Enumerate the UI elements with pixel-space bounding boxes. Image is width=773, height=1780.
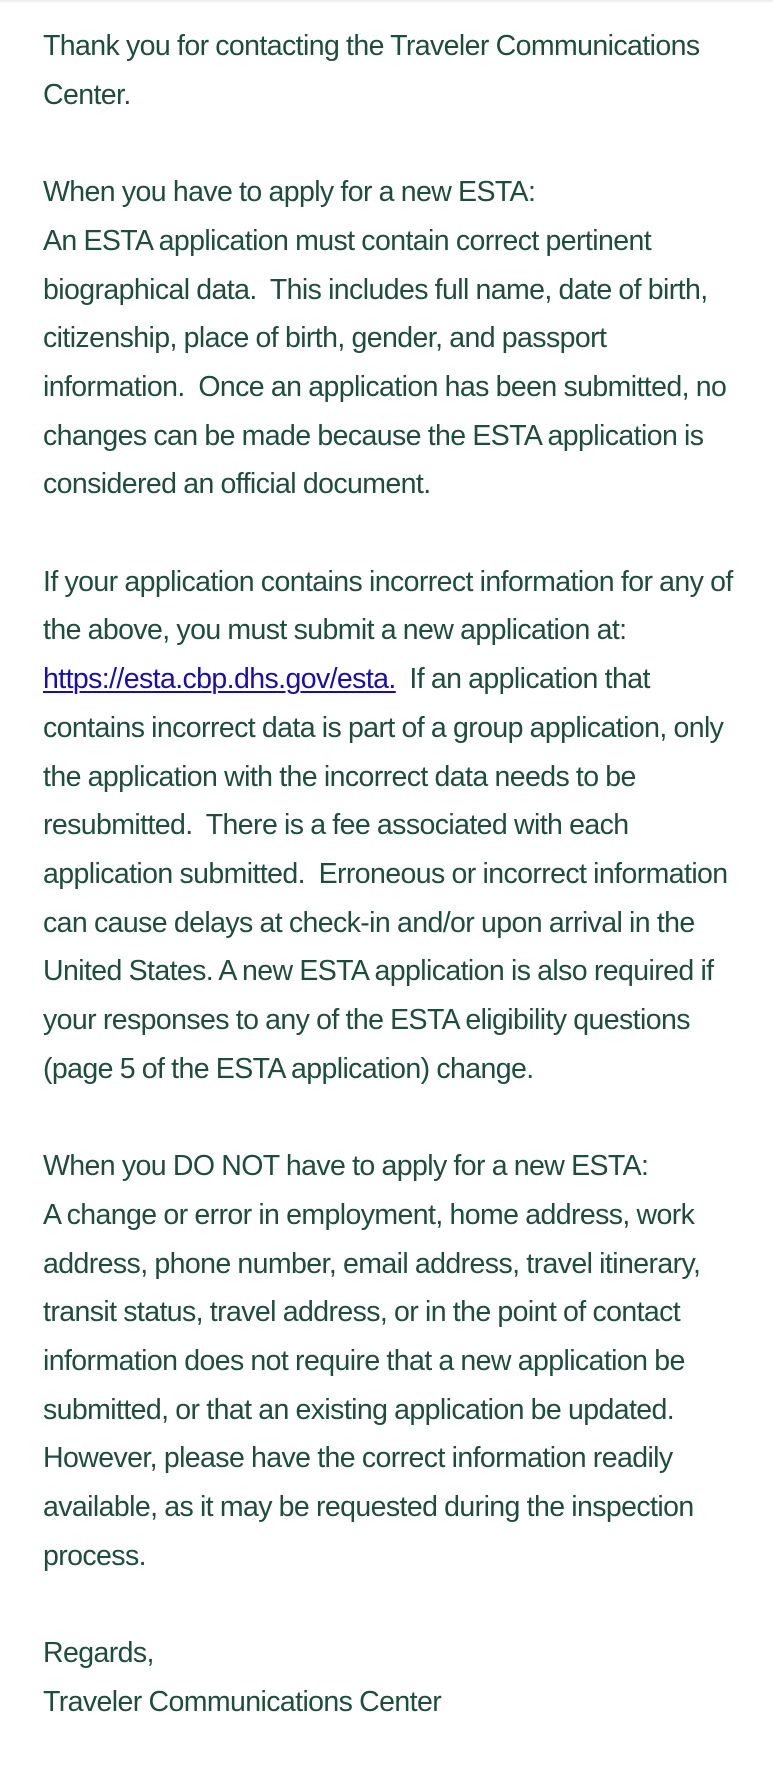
closing-text: Regards, bbox=[43, 1637, 154, 1670]
new-esta-heading: When you have to apply for a new ESTA: bbox=[43, 176, 536, 209]
top-divider bbox=[0, 0, 773, 4]
incorrect-info-intro: If your application contains incorrect information for any of the above, you must submit a new application at: bbox=[43, 565, 733, 647]
incorrect-info-details: If an application that contains incorrect data is part of a group application, only the application with the incorrect data needs to be resubmitted. There is a fee associated with each application submitted. Erroneous or incorrect information can cause delays at check-in and/or upon arrival in the United States. A new ESTA application is also required if your responses to any of the ESTA eligibility questions (page 5 of the ESTA application) change. bbox=[43, 663, 728, 1085]
signature-text: Traveler Communications Center bbox=[43, 1685, 442, 1718]
incorrect-info-paragraph bbox=[43, 558, 743, 1094]
no-new-esta-paragraph: A change or error in employment, home address, work address, phone number, email address, travel itinerary, transit status, travel address, or in the point of contact information does not require that a new application be submitted, or that an existing application be updated. However, please have the correct information readily available, as it may be requested during the inspection process. bbox=[43, 1198, 701, 1572]
paragraph-gap bbox=[43, 509, 743, 558]
email-body bbox=[43, 22, 743, 1727]
new-esta-paragraph: An ESTA application must contain correct pertinent biographical data. This includes full name, date of birth, citizenship, place of birth, gender, and passport information. Once an application has been submitted, no changes can be made because the ESTA application is considered an official document. bbox=[43, 224, 727, 501]
greeting-paragraph: Thank you for contacting the Traveler Communications Center. bbox=[43, 30, 700, 111]
esta-website-link[interactable]: https://esta.cbp.dhs.gov/esta. bbox=[43, 663, 396, 696]
paragraph-gap bbox=[43, 119, 743, 168]
no-new-esta-heading: When you DO NOT have to apply for a new ESTA: bbox=[43, 1150, 649, 1183]
paragraph-gap bbox=[43, 1580, 743, 1629]
paragraph-gap bbox=[43, 1093, 743, 1142]
